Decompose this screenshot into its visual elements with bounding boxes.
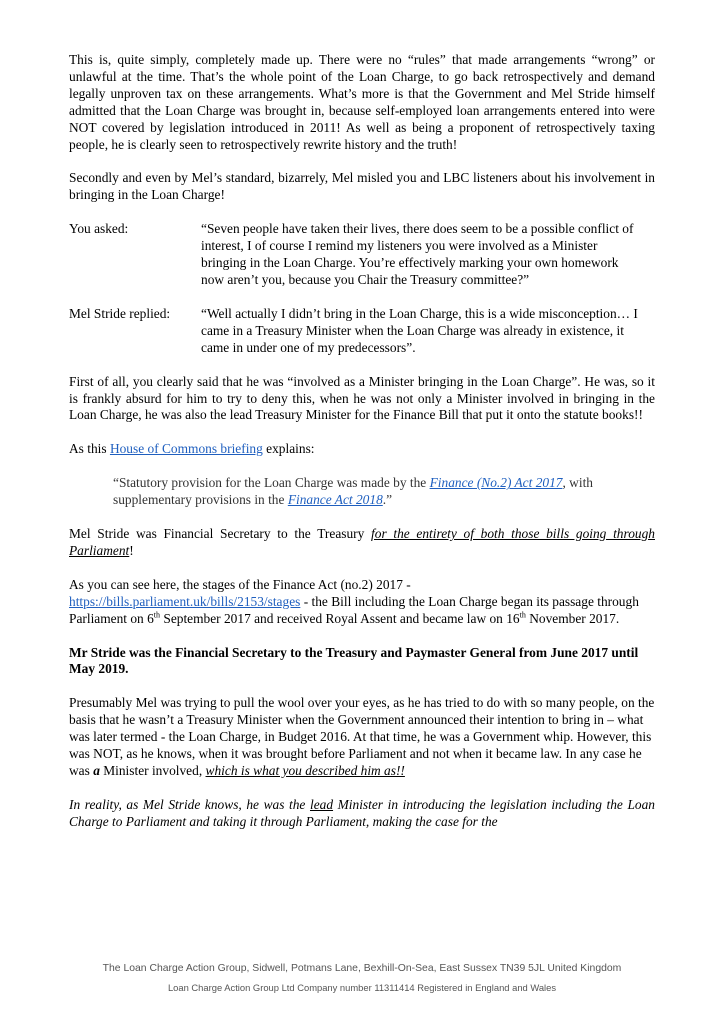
- footer-company-info: Loan Charge Action Group Ltd Company number 11311414 Registered in England and Wales: [167, 982, 557, 993]
- paragraph-secondly: Secondly and even by Mel’s standard, bizarrely, Mel misled you and LBC listeners about his involvement in bringing in the Loan Charge!: [69, 170, 655, 203]
- paragraph-text: Mel Stride was Financial Secretary to the Treasury: [69, 526, 372, 542]
- paragraph-text: November 2017.: [525, 610, 620, 626]
- paragraph-bold-statement: Mr Stride was the Financial Secretary to the Treasury and Paymaster General from June 2017 until May 2019.: [69, 644, 639, 677]
- paragraph-text: !: [129, 542, 134, 558]
- bill-stages-link[interactable]: https://bills.parliament.uk/bills/2153/stages: [69, 593, 301, 609]
- emphasis-a: a: [93, 763, 100, 778]
- paragraph-financial-secretary: [69, 526, 655, 560]
- paragraph-text: Minister involved,: [99, 763, 206, 778]
- paragraph-text: - the Bill including the Loan Charge began its passage through Parliament on 6: [69, 593, 639, 626]
- emphasis-text: for the entirety of both those bills going through Parliament: [69, 526, 655, 558]
- paragraph-text: In reality, as Mel Stride knows, he was the: [69, 796, 310, 812]
- footer-address: The Loan Charge Action Group, Sidwell, Potmans Lane, Bexhill-On-Sea, East Sussex TN39 5JL United Kingdom: [102, 963, 622, 974]
- finance-act-2018-link[interactable]: Finance Act 2018: [287, 492, 383, 508]
- ordinal-suffix: th: [519, 610, 526, 620]
- dialogue-text: “Seven people have taken their lives, there does seem to be a possible conflict of interest, I of course I remind my listeners you were involved as a Minister bringing in the Loan Charge. You’re effectively marking your own homework now aren’t you, because you Chair the Treasury committee?”: [201, 221, 634, 287]
- blockquote-statutory: [113, 475, 625, 509]
- paragraph-presumably: [69, 695, 655, 780]
- finance-no2-act-2017-link[interactable]: Finance (No.2) Act 2017: [429, 475, 563, 491]
- paragraph-first-of-all: First of all, you clearly said that he was “involved as a Minister bringing in the Loan Charge”. He was, so it is frankly absurd for him to try to deny this, when he was not only a Minister involved in bringing in the Loan Charge, he was also the lead Treasury Minister for the Finance Bill that put it onto the statute books!!: [69, 373, 655, 423]
- dialogue-text: “Well actually I didn’t bring in the Loan Charge, this is a wide misconception… I came in a Treasury Minister when the Loan Charge was already in existence, it came in under one of my predecessors”.: [201, 305, 638, 355]
- ordinal-suffix: th: [153, 610, 161, 620]
- quote-text: .”: [382, 492, 393, 508]
- paragraph-text: As you can see here, the stages of the Finance Act (no.2) 2017 -: [69, 576, 411, 592]
- house-of-commons-briefing-link[interactable]: House of Commons briefing: [109, 441, 263, 457]
- paragraph-stages: [69, 577, 655, 628]
- briefing-suffix: explains:: [262, 441, 315, 457]
- dialogue-speaker: You asked:: [69, 221, 129, 237]
- dialogue-question: [69, 221, 655, 289]
- paragraph-in-reality: [69, 797, 655, 831]
- quote-text: “Statutory provision for the Loan Charge was made by the: [113, 475, 430, 491]
- paragraph-text: September 2017 and received Royal Assent and became law on 16: [160, 610, 520, 626]
- quote-text: , with supplementary provisions in the: [113, 475, 593, 508]
- dialogue-speaker: Mel Stride replied:: [69, 305, 171, 321]
- emphasis-text: which is what you described him as!!: [205, 763, 405, 778]
- paragraph-text: Minister in introducing the legislation including the Loan Charge to Parliament and taking it through Parliament, making the case for the: [69, 796, 655, 829]
- briefing-prefix: As this: [69, 441, 110, 457]
- paragraph-text: Presumably Mel was trying to pull the wool over your eyes, as he has tried to do with so many people, on the basis that he wasn’t a Treasury Minister when the Government announced their intention to bring in – what was later termed - the Loan Charge, in Budget 2016. At that time, he was a Government whip. However, this was NOT, as he knows, when it was brought before Parliament and not when it became law. In any case he was: [69, 695, 655, 778]
- letter-body: [69, 52, 655, 831]
- paragraph-briefing: [69, 441, 655, 458]
- emphasis-lead: lead: [309, 796, 334, 812]
- dialogue-reply: [69, 306, 655, 357]
- paragraph-rules: This is, quite simply, completely made up. There were no “rules” that made arrangements “wrong” or unlawful at the time. That’s the whole point of the Loan Charge, to go back retrospectively and demand legally unproven tax on these arrangements. What’s more is that the Government and Mel Stride himself admitted that the Loan Charge was brought in, because self-employed loan arrangements entered into were NOT covered by legislation introduced in 2011! As well as being a proponent of retrospectively taxing people, he is clearly seen to retrospectively rewrite history and the truth!: [69, 52, 655, 152]
